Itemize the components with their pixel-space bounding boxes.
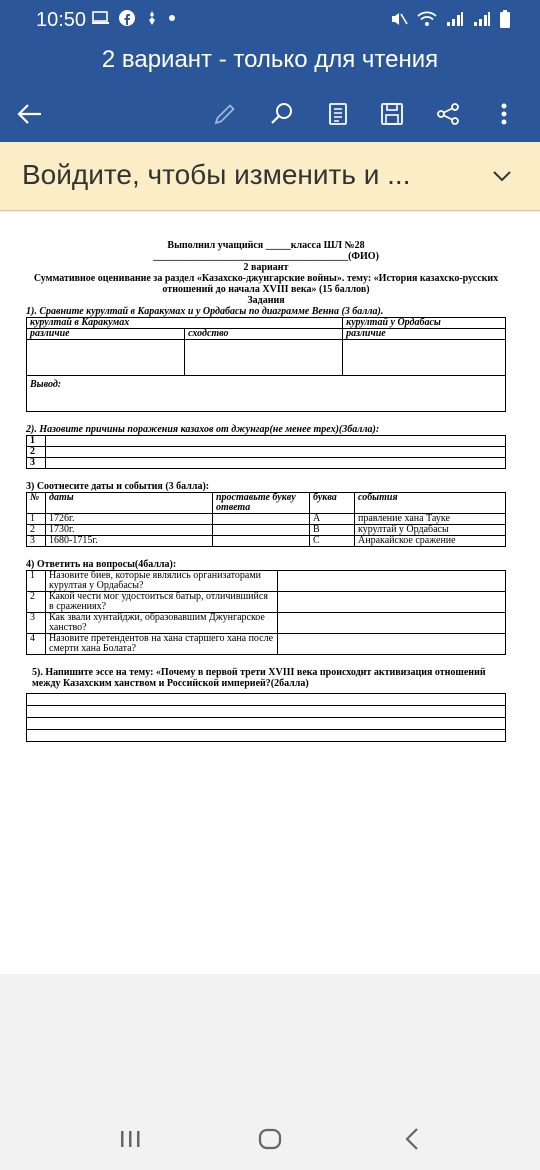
q2-title: 2). Назовите причины поражения казахов от джунгар(не менее трех)(3балла): (26, 424, 380, 435)
q2-cell (46, 458, 506, 469)
reading-view-button[interactable] (318, 94, 358, 134)
q1-title: 1). Сравните курултай в Каракумах и у Ордабасы по диаграмме Венна (3 балла). (26, 306, 384, 317)
q3-header-answer: проставьте букву ответа (213, 493, 310, 514)
q1-col-a: курултай в Каракумах (27, 318, 343, 329)
q3-row-event: правление хана Тауке (355, 514, 506, 525)
q2-table (26, 435, 506, 469)
q3-row-num: 2 (27, 525, 46, 536)
chevron-down-icon[interactable] (490, 164, 514, 188)
q2-cell (46, 447, 506, 458)
q4-row-answer (278, 592, 506, 613)
q4-table (26, 570, 506, 655)
header-line-2: _______________________________________(ФИО) (153, 251, 379, 262)
q3-row-answer (213, 525, 310, 536)
tasks-heading: Задания (247, 295, 285, 306)
q2-row-num: 3 (27, 458, 46, 469)
q4-row-question: Какой чести мог удостоиться батыр, отличившийся в сражениях? (46, 592, 278, 613)
q5-line (27, 694, 506, 706)
q1-table (26, 317, 506, 412)
q4-row-question: Назовите претендентов на хана старшего хана после смерти хана Болата? (46, 634, 278, 655)
q2-row-num: 2 (27, 447, 46, 458)
document-page (0, 212, 540, 974)
sign-in-banner[interactable] (0, 142, 540, 211)
q3-header-dates: даты (46, 493, 213, 514)
screen-cast-icon (92, 11, 110, 25)
q4-row-num: 1 (27, 571, 46, 592)
q1-col-b: курултай у Ордабасы (343, 318, 506, 329)
wifi-icon (417, 11, 437, 27)
share-button[interactable] (428, 94, 468, 134)
q3-row-answer (213, 514, 310, 525)
home-icon (258, 1127, 282, 1151)
status-bar (0, 0, 540, 40)
search-icon (270, 102, 294, 126)
pencil-icon (213, 102, 237, 126)
q3-header-letter: буква (310, 493, 355, 514)
q2-cell (46, 436, 506, 447)
system-nav-bar (0, 1108, 540, 1170)
q3-row-event: Анракайское сражение (355, 536, 506, 547)
q3-row-letter: C (310, 536, 355, 547)
recent-apps-button[interactable] (110, 1122, 150, 1156)
topic: Суммативное оценивание за раздел «Казахско-джунгарские войны». тему: «История казахско-русских отношений до начала XVIII века» (15 баллов) (33, 273, 499, 295)
signal-icon-2 (473, 11, 491, 27)
status-time: 10:50 (36, 9, 87, 31)
recent-apps-icon (119, 1129, 141, 1149)
q4-row-num: 2 (27, 592, 46, 613)
q3-row-date: 1730г. (46, 525, 213, 536)
q3-row-date: 1680-1715г. (46, 536, 213, 547)
q5-line (27, 730, 506, 742)
variant: 2 вариант (243, 262, 289, 273)
edit-button[interactable] (205, 94, 245, 134)
signal-icon (446, 11, 464, 27)
q1-diff2: различие (343, 329, 506, 340)
q4-title: 4) Ответить на вопросы(4балла): (26, 559, 177, 570)
reading-view-icon (328, 102, 348, 126)
q4-row-question: Назовите биев, которые являлись организаторами курултая у Ордабасы? (46, 571, 278, 592)
q4-row-num: 3 (27, 613, 46, 634)
battery-icon (500, 10, 510, 28)
mute-icon (390, 11, 408, 27)
q1-cell (185, 340, 343, 376)
q3-row-letter: A (310, 514, 355, 525)
q5-title: 5). Напишите эссе на тему: «Почему в первой трети XVIII века происходит активизация отношений между Казахским ханством и Российской империей?(2балла) (32, 667, 486, 689)
q5-line (27, 706, 506, 718)
share-icon (436, 102, 460, 126)
search-button[interactable] (262, 94, 302, 134)
banner-text: Войдите, чтобы изменить и ... (22, 159, 411, 190)
nav-back-button[interactable] (392, 1122, 432, 1156)
q3-table (26, 492, 506, 547)
q2-row-num: 1 (27, 436, 46, 447)
document-title: 2 вариант - только для чтения (101, 46, 439, 73)
q5-line (27, 718, 506, 730)
q4-row-answer (278, 634, 506, 655)
more-vertical-icon (500, 102, 508, 126)
save-button[interactable] (372, 94, 412, 134)
q3-row-num: 3 (27, 536, 46, 547)
q1-sim: сходство (185, 329, 343, 340)
q3-row-letter: B (310, 525, 355, 536)
notification-icon (144, 10, 160, 26)
facebook-icon (119, 10, 135, 26)
home-button[interactable] (250, 1122, 290, 1156)
app-header (0, 0, 540, 142)
dot-icon (169, 15, 175, 21)
q5-table (26, 693, 506, 742)
q3-row-num: 1 (27, 514, 46, 525)
q3-row-answer (213, 536, 310, 547)
q3-row-date: 1726г. (46, 514, 213, 525)
q3-header-num: № (27, 493, 46, 514)
q3-header-events: события (355, 493, 506, 514)
q4-row-num: 4 (27, 634, 46, 655)
q3-title: 3) Соотнесите даты и события (3 балла): (26, 481, 210, 492)
chevron-left-icon (403, 1127, 421, 1151)
save-icon (380, 102, 404, 126)
back-arrow-icon (17, 103, 43, 125)
q4-row-answer (278, 613, 506, 634)
q1-cell (27, 340, 185, 376)
q4-row-question: Как звали хунтайджи, образовавшим Джунгарское ханство? (46, 613, 278, 634)
q3-row-event: курултай у Ордабасы (355, 525, 506, 536)
header-line-1: Выполнил учащийся _____класса ШЛ №28 (167, 240, 365, 251)
toolbar (0, 88, 540, 138)
q1-conclusion: Вывод: (27, 376, 506, 412)
back-button[interactable] (10, 94, 50, 134)
q1-diff1: различие (27, 329, 185, 340)
q1-cell (343, 340, 506, 376)
more-options-button[interactable] (484, 94, 524, 134)
q4-row-answer (278, 571, 506, 592)
document-content (26, 240, 506, 742)
